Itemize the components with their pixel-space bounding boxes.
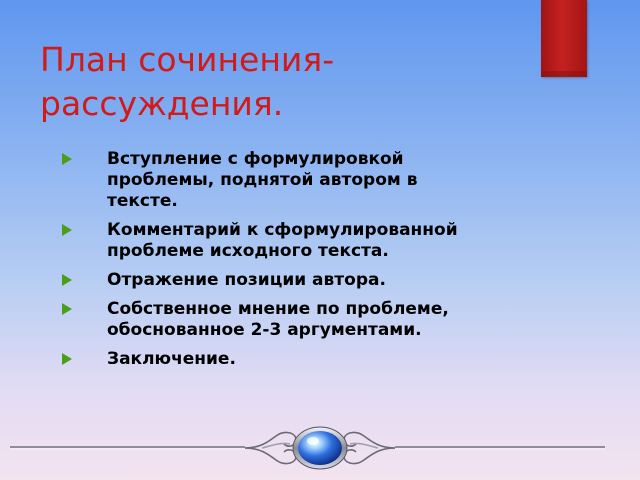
triangle-bullet-icon [62, 224, 72, 236]
bullet-list [62, 149, 482, 378]
ribbon-fold [541, 71, 587, 77]
triangle-bullet-icon [62, 153, 72, 165]
slide-title-line-2: рассуждения. [40, 84, 284, 123]
bullet-text: Собственное мнение по проблеме, обоснованное 2-3 аргументами. [107, 299, 449, 340]
slide-title [40, 38, 520, 126]
scroll-right [344, 433, 395, 464]
bullet-text: Заключение. [107, 349, 236, 369]
bookmark-ribbon-icon [541, 0, 587, 77]
triangle-bullet-icon [62, 353, 72, 365]
divider-line-right [395, 447, 605, 449]
divider-line-left [10, 447, 245, 449]
bullet-item-author-position [62, 270, 482, 291]
bullet-item-introduction [62, 149, 482, 212]
slide-title-line-1: План сочинения- [40, 40, 335, 79]
triangle-bullet-icon [62, 274, 72, 286]
bullet-item-own-opinion [62, 299, 482, 341]
blue-gem-icon [298, 431, 342, 465]
scroll-left [245, 433, 296, 464]
gem-highlight [307, 437, 319, 445]
jeweled-scroll-divider-icon [0, 418, 640, 480]
triangle-bullet-icon [62, 303, 72, 315]
bullet-text: Комментарий к сформулированной проблеме исходного текста. [107, 220, 458, 261]
bullet-text: Отражение позиции автора. [107, 270, 386, 290]
bullet-item-conclusion [62, 349, 482, 370]
bullet-item-commentary [62, 220, 482, 262]
bullet-text: Вступление с формулировкой проблемы, поднятой автором в тексте. [107, 149, 418, 211]
